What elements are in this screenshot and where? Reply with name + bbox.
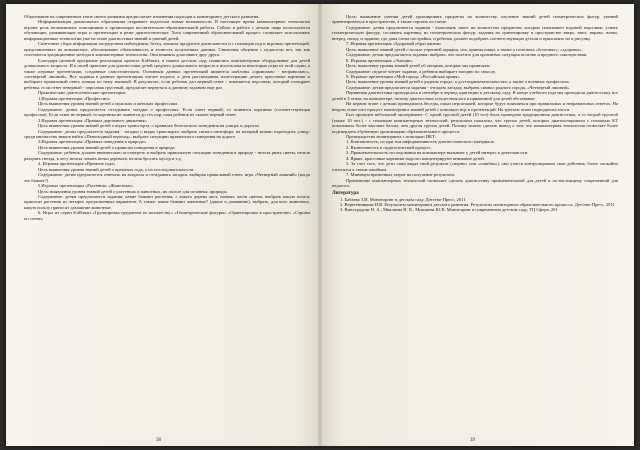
paragraph: Был проведен небольшой эксперимент: С одной группой детей (10 чел) была проведена традиционная диагностика, а со второй группой (также 10 чел.) - с помощью компьютерных технологий, результаты показали, что группа детей, которых диагностировали с помощью КТ показывало более высокие баллы, чем другая группа детей. Потому можно сделать вывод о том, что компьютерная технология позволяет более подтвердить обученную организацию образовательного процесса. — [332, 112, 618, 134]
paragraph: Содержание: детям предлагаются задания: выбрать, что полезно для организма, ситуация полезно и вредного самочувствия. — [346, 52, 588, 58]
paragraph: Первичная диагностика проводилась в сентябре в период адаптации к детскому саду. В конце учебного года мы проводили диагностику все детей в 3 этапа: на компьютере, потому диагностика осуществлялась в привычной для детей обстановке. — [332, 90, 618, 101]
right-page — [320, 4, 634, 446]
paragraph: 6. Игры из серии KidSmart «Группировка предметов по количеству» «Геометрические фигуры» «Ориентировка в пространстве» «Строим по схеме» — [24, 210, 310, 221]
paragraph: 1. Компактность, по при том информативность диагностического материала. — [346, 139, 495, 145]
paragraph: Содержание: ребенок должен внимательно посмотреть и выбрать правильную ситуацию поведения в природе - нельзя рвать цветы, нельзя разорять гнезда, в лесу нельзя ломать ветки деревьев, нельзя бросать мусор и т.д. — [24, 150, 310, 161]
paragraph: Содержание: педагог читает задание, а ребенок выбирает эмоцию по смыслу. — [346, 68, 496, 74]
paragraph: Содержание: детям предлагается задания - загадки о видах транспорта; выбрать сигнал светофора, на который можно переходить улицу; среди множества знаков найти «Пешеходный переход»; выбрать ситуацию правильного поведения на дороге. — [24, 128, 310, 139]
bibliography-title: Литература — [332, 190, 359, 196]
paragraph: 2. Включенность в педагогический процесс. — [346, 144, 432, 150]
paragraph: Цель: выявление знаний детей о пользе утренней зарядки, сна, приема пищи, а также о полезных «болезнях», «здоровье». — [346, 46, 583, 52]
paragraph: 5.Игровые презентации «Растения» «Животные» — [38, 183, 134, 189]
paragraph: Информатизация дошкольного образования открывает педагогам новые возможности. В настоящее время компьютерные технологии играют роль незаменимых помощников в организации воспитательно-образовательной работы. Сейчас в работе с детьми чаще используются обучающие, развивающие игры и презентации и реже диагностические. Хотя современный образовательный процесс позволяет использовать информационные технологии уже на этапе диагностики знаний и умений детей. — [24, 19, 310, 41]
paragraph: 9. Игровые презентации «Мой город» «Российская армия» — [346, 73, 460, 79]
page-number-right: 39 — [470, 438, 475, 443]
paragraph: 8. Игровая презентация «Эмоции» — [346, 57, 413, 63]
paragraph: Благодаря целевой программе реализации проекта KidSmart, в нашем детском саду появились компьютерные оборудование для детей дошкольного возраста. И в своей практике для диагностики детей среднего дошкольного возраста я использовала некоторые игры из этой серии, а также игровые презентации, созданные самостоятельно. Основным данных презентаций являются шаблоны «правильно - неправильно», «четвертый лишний». Все задания в данных презентациях читает педагог, а дети рассматривая иллюстрацию делает, красочные картинки и выбирает правильный ответ, кликая по нему мышкой. В результате, если ребенок дал верный ответ - появляется персонаж, который поощряет ребенка, если ответ неверный - персонаж грустный, предлагает вернуться к данному заданию еще раз. — [24, 57, 310, 90]
left-page — [6, 4, 320, 446]
paragraph: 7. Игровая презентация «Здоровый образ жизни» — [346, 41, 442, 47]
bibliography-item: 3. Виноградова Н. А., Микляева Н. В., Микляева Ю.В. Мониторинг в современном детском саду, ТЦ Сфера, 201 — [340, 207, 558, 213]
paragraph: Цель выявления уровня знаний детей о правилах поведения в природе. — [38, 144, 176, 150]
book-gutter — [318, 4, 322, 446]
paragraph: Содержание: детям предлагается отгадывать загадки о профессиях. Если ответ верный, то появится картинка (соответствующая профессии). Если ответ не верный, то картинка не появится до тех пор, пока ребенок не скажет верный ответ. — [24, 106, 310, 118]
paragraph: Содержание: детям предлагается отвечать на вопросы и отгадывать загадки, выбирая правильный ответ, игра «Четвертый лишний» (когда это бывает?) — [24, 172, 310, 183]
paragraph: Содержание: детям предлагаются задания: какие бывают растения, с какого дерева лист, назвать части цветка, выбрать какую пользу приносят растения из четырех предложенных вариантов. А также: какие бывают животные? (дикие и домашние), выбрать, для кого животных, какую пользу приносят домашние животные. — [24, 193, 310, 210]
paragraph: Содержание: детям предлагаются задания - выполнять такое же количество предметов, которые показывает игровой персонаж; узнать геометрическую фигуру, составить картинку из геометрических фигур; задания на ориентировку в пространстве вверх, вниз, вправо, влево, вперед, назад; и задание, где дана схема постройки, и ребенок должен подобрать соответствующие детали и приложить их к рисунку. — [332, 24, 618, 41]
book-spread — [6, 4, 634, 446]
paragraph: Преимущество мониторинга с помощью ИКТ: — [346, 133, 437, 139]
right-page-text — [332, 14, 618, 213]
paragraph: 4. Игровая презентация «Времена года» — [38, 161, 116, 167]
paragraph: Цель: выявление уровня знаний детей об эмоциях, которые мы проявляем. — [346, 63, 491, 69]
paragraph: 2.Игровая презентация «Правила дорожного движения» — [38, 117, 147, 123]
paragraph: Цель выявления уровня знаний детей о видах транспорта, о правилах безопасного поведения на улицах и дорогах. — [38, 123, 261, 129]
paragraph: Цель: выявление уровня знаний детей о родном городе, о достопримечательностях; а также о военных профессиях. — [346, 79, 570, 85]
paragraph: Цель: выявление умения детей группировать предметы по количеству, изучение знаний детей геометрических фигур, умений ориентироваться в пространстве, а также строить по схеме. — [332, 14, 618, 25]
paragraph: На первом этапе с детьми проводились беседы, показ персонажей, которые будут появляться при правильных и неправильных ответах. На втором этапе шел процесс мониторинга знаний детей с помощью игр и презентаций. На третьем этапе подводились итоги. — [332, 101, 618, 112]
bibliography-item: 2. Веретенникова Н.В. Результаты мониторинга детского развития. Результаты мониторинга образовательного процесса. Детство-Пресс, 2011 — [340, 201, 615, 207]
paragraph: 5. За счет того, что дети сами видят свой результат («верно» или «ошибка»), они учатся контролировать свои действия, более спокойно относятся к своим ошибкам. — [332, 161, 618, 172]
paragraph: 7. Минимум временных затрат на получение результата. — [346, 172, 456, 178]
paragraph: Содержание: детям предлагается задания - отгадать загадку, выбрать символ родного города, «Четвертый лишний». — [346, 84, 571, 90]
page-number-left: 38 — [156, 438, 161, 443]
paragraph: 4. Яркие, красочные картинки надолго концентрируют внимание детей. — [346, 155, 485, 161]
bibliography-item: 1. Бабаева Т.И. Мониторинг в детском саду. Детство-Пресс, 2011 — [340, 196, 466, 202]
paragraph: Цель выявления уровня знаний детей о мужских и женских профессиях. — [38, 101, 179, 107]
paragraph: Цель: выявления уровня знаний детей о растениях и животных, их пользе для человека, природы. — [38, 188, 228, 194]
paragraph: 3. Привлекательность исследования на компьютере вызывает у детей интерес к деятельности. — [346, 150, 529, 156]
paragraph: Синтезные сбора информации посредством наблюдения, бесед, анализа продуктов деятельности и с помощью игр и игровых презентаций, представленных на компьютере, обеспечивают объективность и точность полученных данных. Снижения общения с педагогом нет, так как сочетаются традиционные методы и компьютерные технологии. Они взаимно дополняют друг друга. — [24, 41, 310, 58]
paragraph: 1.Игровая презентация «Профессии» — [38, 95, 110, 101]
paragraph: Практические диагностические презентации: — [38, 90, 127, 96]
paragraph: Цель выявления уровня знаний детей о временах года, о их последовательности. — [38, 166, 195, 172]
left-page-text — [24, 14, 310, 221]
paragraph: Применение компьютерных технологий позволяет сделать диагностику привлекательной для детей и по-настоящему современной для педагога. — [332, 177, 618, 189]
paragraph: 3.Игровая презентация «Правила поведения в природе» — [38, 139, 147, 145]
paragraph: Образование на современном этапе своего развития предполагает изменения подходов к мониторингу детского развития. — [24, 14, 260, 19]
